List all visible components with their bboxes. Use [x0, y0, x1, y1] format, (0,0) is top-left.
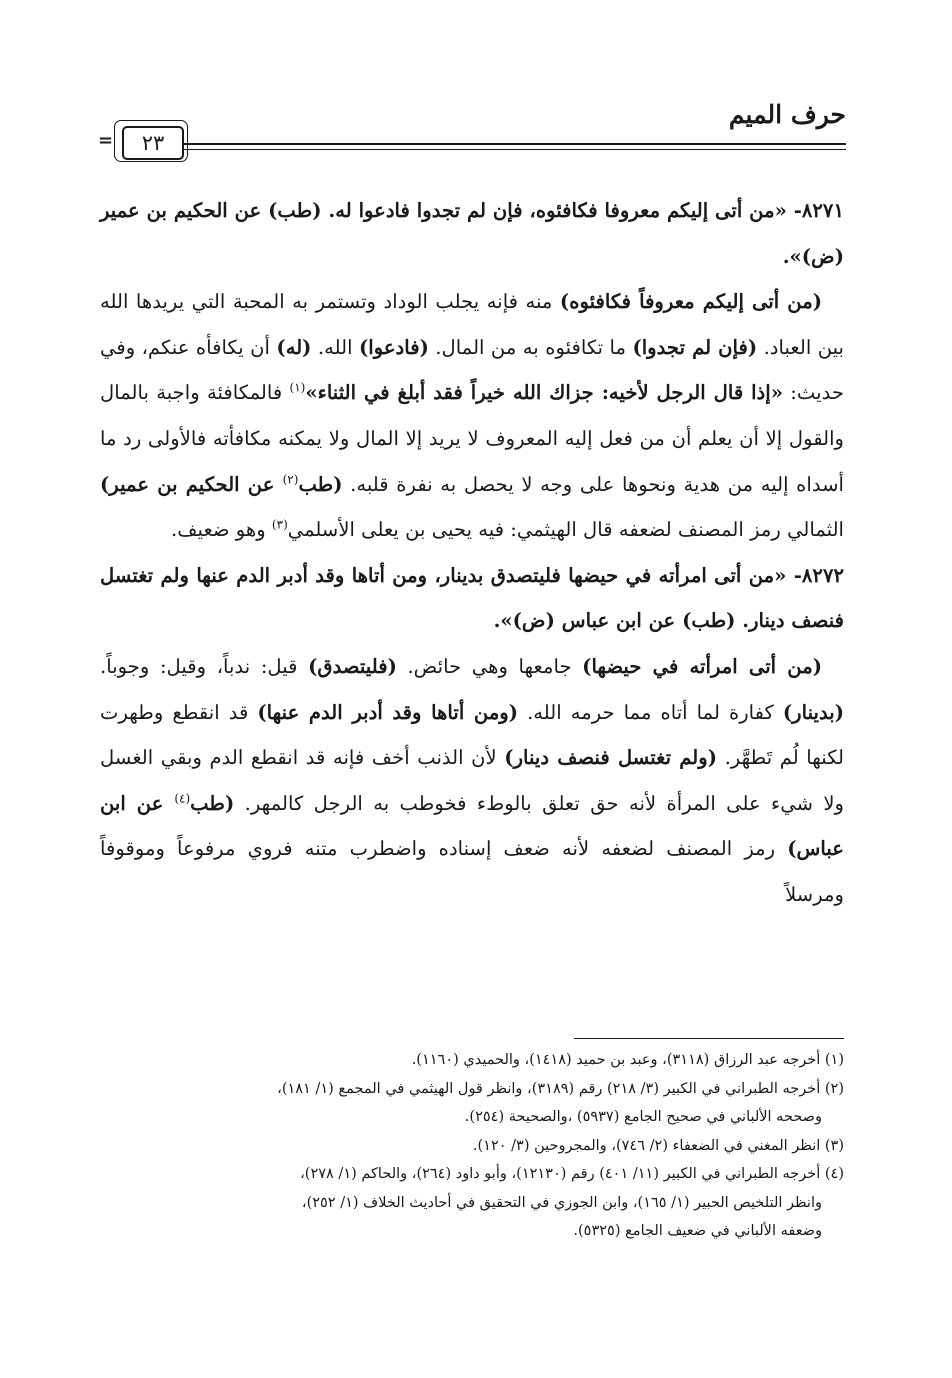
commentary-text: قد انقطع وطهرت لكنها لُم تَطهَّر.: [100, 700, 844, 770]
footnote-2: (٢) أخرجه الطبراني في الكبير (٣/ ٢١٨) رقم (٣١٨٩)، وانظر قول الهيثمي في المجمع (١/ ١٨١)،: [277, 1080, 844, 1097]
quoted-phrase: (له): [276, 335, 312, 359]
footnote-4-cont: وانظر التلخيص الحبير (١/ ١٦٥)، وابن الجوزي في التحقيق في أحاديث الخلاف (١/ ٢٥٢)،: [301, 1194, 822, 1211]
commentary-text: فالمكافئة واجبة بالمال والقول إلا أن يعلم أن من فعل إليه المعروف لا يريد إلا المال ولا يمكنه مكافأته فالأولى رد ما أسداه إليه من هدية ونحوها على وجه لا يحصل به نفرة قلبه.: [100, 381, 845, 496]
commentary-8272: [100, 644, 844, 918]
footnote-4-cont: وضعفه الألباني في ضعيف الجامع (٥٣٢٥).: [573, 1223, 822, 1239]
commentary-text: الثمالي رمز المصنف لضعفه قال الهيثمي: فيه يحيى بن يعلى الأسلمي: [287, 518, 844, 542]
quoted-phrase: (فإن لم تجدوا): [632, 335, 758, 359]
commentary-text: أن يكافأه عنكم، وفي حديث:: [100, 335, 844, 405]
source-ref: (طب: [298, 472, 343, 496]
quoted-phrase: (فادعوا): [358, 335, 429, 359]
main-text: [100, 188, 844, 918]
quoted-phrase: (من أتى امرأته في حيضها): [582, 654, 822, 678]
footnotes: [100, 1046, 844, 1246]
quoted-phrase: (بدينار): [782, 700, 844, 724]
footnote-ref: (٣): [271, 517, 288, 532]
commentary-text: كفارة لما أتاه مما حرمه الله.: [518, 700, 783, 724]
quoted-phrase: (من أتى إليكم معروفاً فكافئوه): [559, 290, 822, 314]
hadith-number: ٨٢٧٢-: [786, 563, 844, 587]
hadith-8272: [100, 553, 844, 644]
hadith-text: «من أتى إليكم معروفا فكافئوه، فإن لم تجدوا فادعوا له. (طب) عن الحكيم بن عمير (ض)».: [100, 199, 844, 268]
footnote-ref: (٤): [174, 791, 191, 806]
source-ref: (طب: [190, 791, 235, 815]
commentary-text: منه فإنه يجلب الوداد وتستمر به المحبة التي يريدها الله بين العباد.: [100, 290, 845, 359]
page-header: [98, 100, 846, 160]
quoted-phrase: (فليتصدق): [308, 654, 397, 678]
hadith-number: ٨٢٧١-: [786, 199, 844, 222]
header-rule-thin: [184, 149, 846, 150]
chapter-title: حرف الميم: [728, 100, 846, 129]
hadith-8271: [100, 188, 844, 279]
commentary-text: رمز المصنف لضعفه لأنه ضعف إسناده واضطرب متنه فروي مرفوعاً وموقوفاً ومرسلاً: [100, 837, 844, 906]
footnote-ref: (٢): [282, 472, 299, 487]
footnote-separator: [574, 1038, 844, 1039]
hadith-text: «من أتى امرأته في حيضها فليتصدق بدينار، ومن أتاها وقد أدبر الدم عنها ولم تغتسل فنصف دينار. (طب) عن ابن عباس (ض)».: [100, 563, 844, 633]
footnote-ref: (١): [289, 380, 306, 395]
footnote-4: (٤) أخرجه الطبراني في الكبير (١١/ ٤٠١) رقم (١٢١٣٠)، وأبو داود (٢٦٤)، والحاكم (١/ ٢٧٨)،: [300, 1166, 844, 1182]
quoted-hadith: «إذا قال الرجل لأخيه: جزاك الله خيراً فقد أبلغ في الثناء»: [305, 381, 783, 405]
quoted-phrase: (ومن أتاها وقد أدبر الدم عنها): [257, 700, 519, 724]
commentary-text: وهو ضعيف.: [171, 518, 272, 542]
quoted-phrase: (ولم تغتسل فنصف دينار): [504, 746, 717, 770]
commentary-text: قيل: ندباً، وقيل: وجوباً.: [100, 654, 309, 678]
commentary-text: ما تكافئوه به من المال.: [428, 335, 633, 359]
header-ornament: =: [98, 130, 114, 151]
commentary-text: لأن الذنب أخف فإنه قد انقطع الدم وبقي الغسل ولا شيء على المرأة لأنه حق تعلق بالوطء فخوطب به الرجل كالمهر.: [100, 746, 844, 815]
footnote-2-cont: وصححه الألباني في صحيح الجامع (٥٩٣٧) ،والصحيحة (٢٥٤).: [464, 1109, 822, 1125]
commentary-text: جامعها وهي حائض.: [396, 654, 583, 678]
commentary-8271: [100, 279, 844, 553]
footnote-3: (٣) انظر المغني في الضعفاء (٢/ ٧٤٦)، والمجروحين (٣/ ١٢٠).: [472, 1137, 844, 1154]
source-ref: عن ابن عباس): [100, 791, 844, 861]
commentary-text: الله.: [311, 335, 359, 359]
page-number: ٢٣: [122, 126, 184, 160]
source-ref: عن الحكيم بن عمير): [100, 472, 283, 496]
header-rule: [184, 143, 846, 145]
footnote-1: (١) أخرجه عبد الرزاق (٣١١٨)، وعبد بن حميد (١٤١٨)، والحميدي (١١٦٠).: [411, 1052, 844, 1068]
